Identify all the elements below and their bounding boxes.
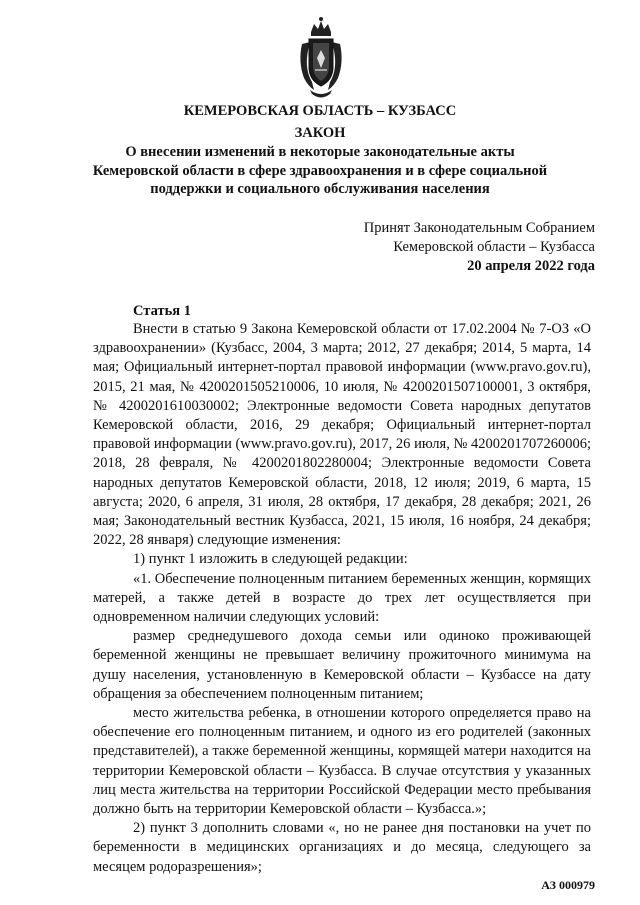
adoption-block [364, 219, 595, 276]
article-body [93, 320, 591, 877]
law-title-line: поддержки и социального обслуживания населения [150, 181, 490, 197]
article-heading: Статья 1 [133, 303, 191, 319]
article-paragraph: «1. Обеспечение полноценным питанием беременных женщин, кормящих матерей, а также детей в возрасте до трех лет осуществляется при одновременном наличии следующих условий: [93, 570, 591, 626]
document-type-heading: ЗАКОН [294, 125, 346, 141]
article-paragraph: Внести в статью 9 Закона Кемеровской области от 17.02.2004 № 7-ОЗ «О здравоохранении» (Кузбасс, 2004, 3 марта; 2012, 27 декабря; 2014, 5 марта, 14 мая; Официальный интернет-портал правовой информации (www.pravo.gov.ru), 2015, 21 мая, № 4200201505210006, 10 июля, № 4200201507100001, 3 октября, № 4200201610030002; Электронные ведомости Совета народных депутатов Кемеровской области, 2016, 29 декабря; Официальный интернет-портал правовой информации (www.pravo.gov.ru), 2017, 26 июля, № 4200201707260006; 2018, 28 февраля, № 4200201802280004; Электронные ведомости Совета народных депутатов Кемеровской области, 2018, 12 июля; 2019, 6 марта, 15 августа; 2020, 6 апреля, 31 июля, 28 октября, 17 декабря, 28 декабря; 2021, 26 мая; Законодательный вестник Кузбасса, 2021, 15 июля, 16 ноября, 24 декабря; 2022, 28 января) следующие изменения: [93, 321, 591, 549]
adoption-line: Кемеровской области – Кузбасса [393, 239, 595, 255]
region-heading: КЕМЕРОВСКАЯ ОБЛАСТЬ – КУЗБАСС [183, 103, 457, 119]
law-title-line: Кемеровской области в сфере здравоохранения и в сфере социальной [92, 162, 548, 179]
article-paragraph: 1) пункт 1 изложить в следующей редакции: [133, 551, 408, 568]
adoption-date: 20 апреля 2022 года [467, 258, 595, 274]
law-title [0, 143, 640, 199]
article-paragraph: размер среднедушевого дохода семьи или одиноко проживающей беременной женщины не превышает величину прожиточного минимума на душу населения, установленную в Кемеровской области – Кузбассе на дату обращения за обеспечением полноценным питанием; [93, 628, 591, 702]
law-title-line: О внесении изменений в некоторые законодательные акты [125, 144, 515, 160]
adoption-line: Принят Законодательным Собранием [363, 220, 595, 236]
coat-of-arms-icon [296, 12, 346, 102]
article-paragraph: место жительства ребенка, в отношении которого определяется право на обеспечение его полноценным питанием, и одного из его родителей (законных представителей), а также беременной женщины, кормящей матери находится на территории Кемеровской области – Кузбасса. В случае отсутствия у указанных лиц места жительства на территории Российской Федерации место пребывания должно быть на территории Кемеровской области – Кузбасса.»; [93, 705, 591, 818]
article-paragraph: 2) пункт 3 дополнить словами «, но не ранее дня постановки на учет по беременности в медицинских организациях и до месяца, следующего за месяцем родоразрешения»; [93, 820, 591, 875]
serial-number: АЗ 000979 [541, 878, 595, 892]
